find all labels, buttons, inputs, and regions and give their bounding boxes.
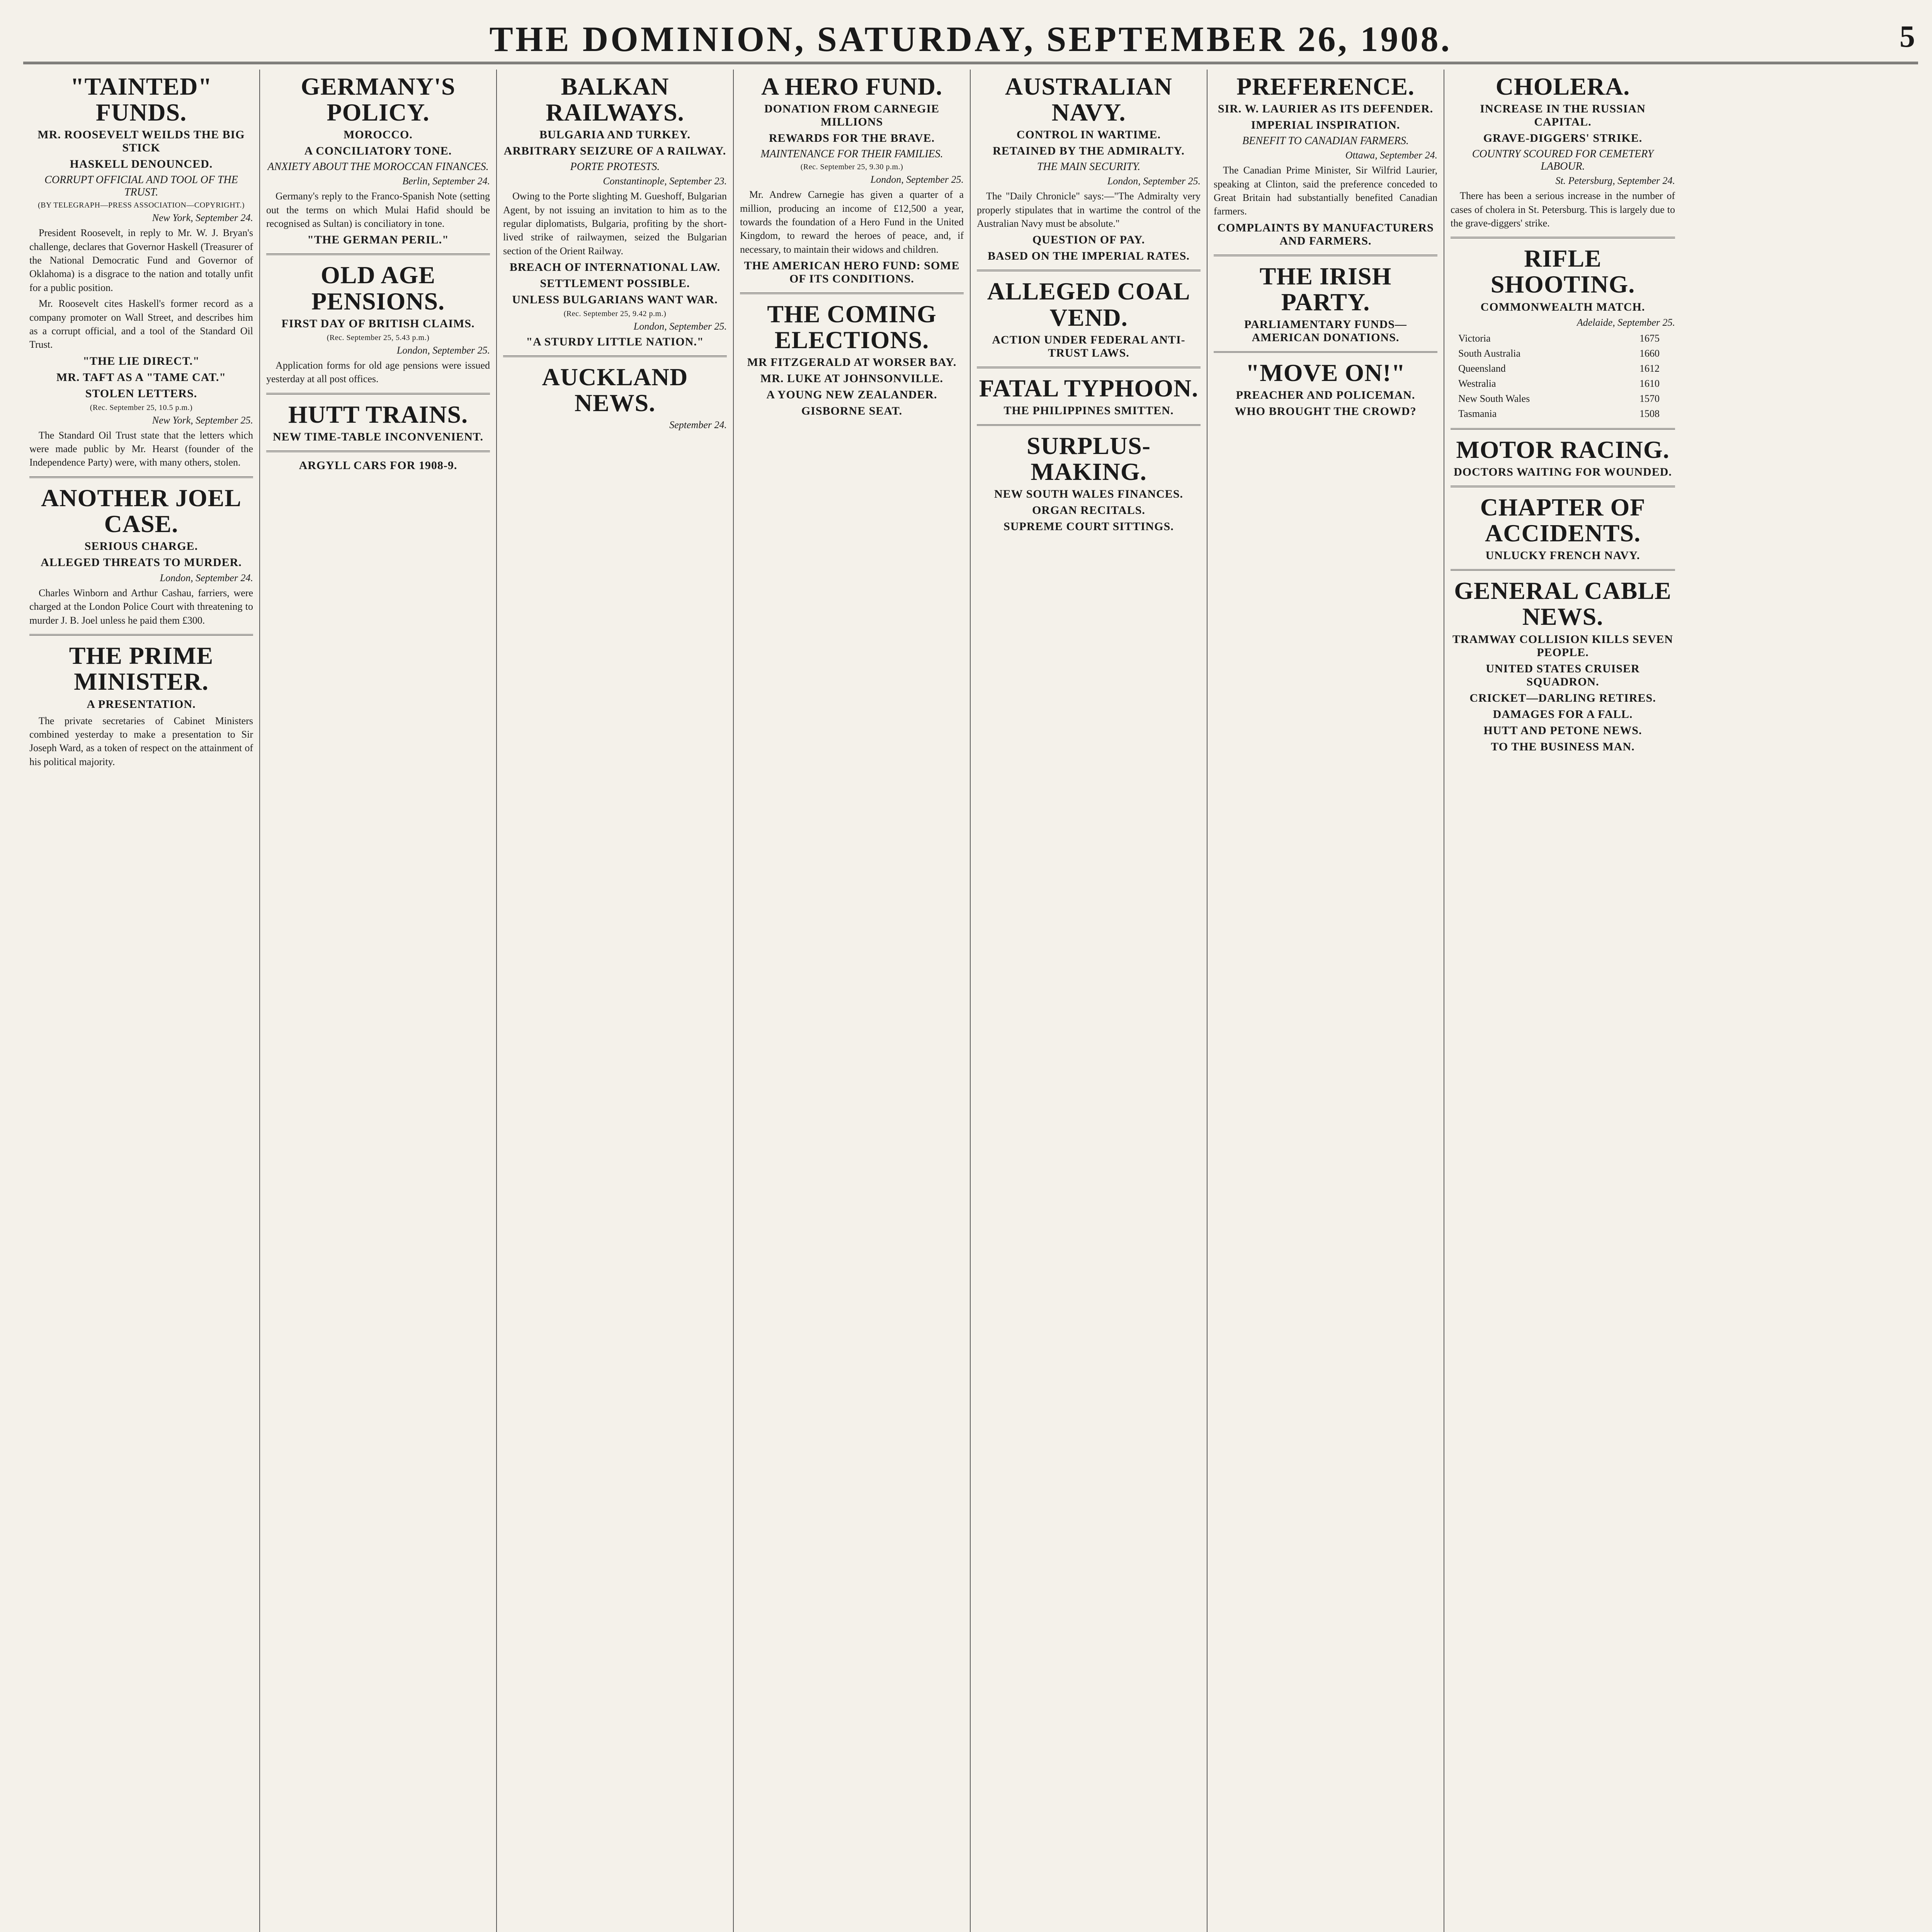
column-3 (497, 70, 734, 1932)
divider (1451, 486, 1675, 487)
subhead: DONATION FROM CARNEGIE MILLIONS (764, 102, 940, 129)
divider (977, 424, 1201, 426)
team-name: New South Wales (1458, 393, 1530, 404)
dateline: Berlin, September 24. (402, 175, 490, 187)
divider (740, 293, 964, 294)
headline-joel-case: ANOTHER JOEL CASE. (41, 484, 242, 537)
subhead: HASKELL DENOUNCED. (70, 158, 213, 171)
page-number: 5 (1900, 20, 1915, 54)
subhead: RETAINED BY THE ADMIRALTY. (993, 145, 1185, 158)
headline-fatal-typhoon: FATAL TYPHOON. (979, 374, 1199, 402)
divider (1214, 351, 1437, 353)
subhead: "THE LIE DIRECT." (83, 354, 200, 367)
score-row (1458, 406, 1675, 421)
column-4 (734, 70, 971, 1932)
subhead: SUPREME COURT SITTINGS. (1003, 520, 1174, 533)
subhead: CONTROL IN WARTIME. (1016, 128, 1161, 141)
team-score: 1508 (1639, 408, 1660, 419)
headline-irish-party: THE IRISH PARTY. (1259, 262, 1392, 316)
received-line: (Rec. September 25, 9.42 p.m.) (563, 310, 667, 318)
subhead: UNLUCKY FRENCH NAVY. (1485, 549, 1640, 562)
subhead: TRAMWAY COLLISION KILLS SEVEN PEOPLE. (1452, 633, 1673, 659)
headline-motor-racing: MOTOR RACING. (1456, 435, 1670, 463)
article-paragraph: The "Daily Chronicle" says:—"The Admiralty very properly stipulates that in wartime the control of the Australian Navy must be absolute." (977, 190, 1201, 230)
dateline: London, September 25. (870, 174, 964, 185)
headline-surplus-making: SURPLUS-MAKING. (1027, 432, 1151, 486)
headline-auckland-news: AUCKLAND NEWS. (542, 363, 688, 417)
subhead: MR. LUKE AT JOHNSONVILLE. (760, 372, 944, 385)
subhead: BULGARIA AND TURKEY. (539, 128, 690, 141)
headline-general-cable-news: GENERAL CABLE NEWS. (1454, 577, 1672, 631)
dateline: St. Petersburg, September 24. (1555, 175, 1675, 187)
article-paragraph: Charles Winborn and Arthur Cashau, farriers, were charged at the London Police Court with threatening to murder J. B. Joel unless he paid them £300. (29, 587, 253, 626)
subhead: SETTLEMENT POSSIBLE. (540, 277, 690, 290)
divider (1451, 428, 1675, 430)
subhead: BASED ON THE IMPERIAL RATES. (988, 250, 1190, 263)
article-paragraph: The Canadian Prime Minister, Sir Wilfrid Laurier, speaking at Clinton, said the preference conceded to Great Britain had substantially benefited Canadian farmers. (1214, 165, 1437, 217)
headline-prime-minister: THE PRIME MINISTER. (69, 642, 214, 696)
score-row (1458, 346, 1675, 361)
subhead: SIR. W. LAURIER AS ITS DEFENDER. (1218, 102, 1434, 116)
headline-coal-vend: ALLEGED COAL VEND. (987, 277, 1190, 331)
team-name: Tasmania (1458, 408, 1497, 419)
headline-move-on: "MOVE ON!" (1245, 359, 1406, 386)
column-6 (1208, 70, 1444, 1932)
divider (977, 270, 1201, 271)
dateline: London, September 25. (633, 321, 727, 332)
article-paragraph: Germany's reply to the Franco-Spanish Note (setting out the terms on which Mulai Hafid should be recognised as Sultan) is conciliatory in tone. (266, 190, 490, 230)
dateline: London, September 24. (160, 572, 253, 584)
subhead: HUTT AND PETONE NEWS. (1483, 724, 1642, 737)
subhead: UNITED STATES CRUISER SQUADRON. (1486, 662, 1640, 688)
headline-tainted-funds: "TAINTED" FUNDS. (70, 73, 212, 126)
headline-preference: PREFERENCE. (1236, 73, 1415, 100)
subhead: ALLEGED THREATS TO MURDER. (41, 556, 242, 569)
article-paragraph: Owing to the Porte slighting M. Gueshoff, Bulgarian Agent, by not issuing an invitation to him as to the regular diplomatists, Bulgaria, profiting by the short-lived strike of railwaymen, seized the Bulgarian section of the Orient Railway. (503, 190, 727, 257)
subhead: WHO BROUGHT THE CROWD? (1235, 405, 1417, 418)
divider (503, 355, 727, 357)
subhead: "THE GERMAN PERIL." (307, 233, 449, 247)
headline-chapter-accidents: CHAPTER OF ACCIDENTS. (1480, 493, 1646, 547)
article-paragraph: There has been a serious increase in the number of cases of cholera in St. Petersburg. This is largely due to the grave-diggers' strike. (1451, 190, 1675, 229)
dateline: Adelaide, September 25. (1577, 316, 1675, 328)
subhead: PARLIAMENTARY FUNDS—AMERICAN DONATIONS. (1244, 318, 1407, 344)
subhead: MAINTENANCE FOR THEIR FAMILIES. (760, 148, 943, 160)
subhead: NEW TIME-TABLE INCONVENIENT. (272, 430, 484, 443)
subhead: ARBITRARY SEIZURE OF A RAILWAY. (503, 145, 726, 158)
subhead: REWARDS FOR THE BRAVE. (769, 132, 935, 145)
subhead: "A STURDY LITTLE NATION." (526, 335, 704, 349)
subhead: COUNTRY SCOURED FOR CEMETERY LABOUR. (1472, 148, 1654, 173)
subhead: INCREASE IN THE RUSSIAN CAPITAL. (1480, 102, 1646, 129)
headline-balkan-railways: BALKAN RAILWAYS. (546, 73, 684, 126)
subhead: THE AMERICAN HERO FUND: SOME OF ITS CONDITIONS. (744, 259, 960, 285)
subhead: COMMONWEALTH MATCH. (1480, 300, 1645, 313)
team-name: Westralia (1458, 378, 1496, 389)
subhead: GRAVE-DIGGERS' STRIKE. (1483, 132, 1643, 145)
divider (1451, 569, 1675, 571)
article-paragraph: Application forms for old age pensions were issued yesterday at all post offices. (266, 359, 490, 385)
subhead: PREACHER AND POLICEMAN. (1236, 389, 1415, 402)
dateline: Constantinople, September 23. (603, 175, 727, 187)
headline-hutt-trains: HUTT TRAINS. (288, 400, 468, 428)
subhead: CORRUPT OFFICIAL AND TOOL OF THE TRUST. (44, 174, 238, 199)
divider (29, 634, 253, 636)
team-score: 1660 (1639, 347, 1660, 359)
team-name: South Australia (1458, 347, 1521, 359)
subhead: QUESTION OF PAY. (1032, 233, 1145, 247)
subhead: COMPLAINTS BY MANUFACTURERS AND FARMERS. (1217, 221, 1434, 247)
team-score: 1675 (1639, 332, 1660, 344)
subhead: BREACH OF INTERNATIONAL LAW. (509, 261, 721, 274)
subhead: ANXIETY ABOUT THE MOROCCAN FINANCES. (267, 161, 489, 173)
column-7 (1444, 70, 1681, 1932)
subhead: DAMAGES FOR A FALL. (1493, 707, 1633, 721)
headline-cholera: CHOLERA. (1495, 73, 1630, 100)
column-5 (971, 70, 1208, 1932)
newspaper-page (23, 15, 1918, 1932)
team-name: Queensland (1458, 362, 1506, 374)
subhead: ARGYLL CARS FOR 1908-9. (299, 459, 457, 472)
subhead: IMPERIAL INSPIRATION. (1251, 119, 1400, 132)
divider (29, 476, 253, 478)
dateline: London, September 25. (396, 344, 490, 356)
divider (266, 393, 490, 395)
subhead: THE MAIN SECURITY. (1037, 161, 1141, 173)
subhead: MOROCCO. (344, 128, 413, 141)
team-name: Victoria (1458, 332, 1491, 344)
subhead: MR FITZGERALD AT WORSER BAY. (747, 356, 957, 369)
dateline: September 24. (669, 419, 727, 430)
score-row (1458, 361, 1675, 376)
byline: (BY TELEGRAPH—PRESS ASSOCIATION—COPYRIGHT.) (37, 201, 245, 210)
column-2 (260, 70, 497, 1932)
headline-australian-navy: AUSTRALIAN NAVY. (1005, 73, 1173, 126)
subhead: NEW SOUTH WALES FINANCES. (994, 488, 1184, 501)
article-paragraph: The private secretaries of Cabinet Ministers combined yesterday to make a presentation to Sir Joseph Ward, as a token of respect on the attainment of his political majority. (29, 715, 253, 767)
received-line: (Rec. September 25, 9.30 p.m.) (800, 163, 903, 172)
masthead-title: THE DOMINION, SATURDAY, SEPTEMBER 26, 1908. (489, 19, 1452, 59)
subhead: STOLEN LETTERS. (85, 387, 197, 400)
headline-old-age-pensions: OLD AGE PENSIONS. (311, 261, 445, 315)
subhead: MR. ROOSEVELT WEILDS THE BIG STICK (37, 128, 245, 155)
subhead: MR. TAFT AS A "TAME CAT." (56, 371, 226, 384)
subhead: UNLESS BULGARIANS WANT WAR. (512, 293, 718, 306)
article-paragraph: Mr. Roosevelt cites Haskell's former record as a company promoter on Wall Street, and describes him as a corrupt official, and a tool of the Standard Oil Trust. (29, 298, 253, 350)
headline-hero-fund: A HERO FUND. (761, 73, 942, 100)
score-table (1458, 331, 1675, 421)
subhead: ORGAN RECITALS. (1032, 504, 1145, 517)
column-1 (23, 70, 260, 1932)
subhead: THE PHILIPPINES SMITTEN. (1003, 404, 1174, 417)
divider (1451, 237, 1675, 238)
article-paragraph: The Standard Oil Trust state that the letters which were made public by Mr. Hearst (founder of the Independence Party) were, with many others, stolen. (29, 429, 253, 468)
columns (23, 70, 1918, 1932)
subhead: CRICKET—DARLING RETIRES. (1469, 691, 1656, 704)
received-line: (Rec. September 25, 5.43 p.m.) (327, 333, 430, 342)
divider (266, 451, 490, 452)
dateline: New York, September 24. (152, 212, 253, 224)
headline-rifle-shooting: RIFLE SHOOTING. (1490, 245, 1635, 298)
score-row (1458, 376, 1675, 391)
dateline: Ottawa, September 24. (1345, 150, 1437, 161)
divider (266, 253, 490, 255)
subhead: SERIOUS CHARGE. (84, 540, 198, 553)
subhead: A PRESENTATION. (87, 697, 196, 711)
received-line: (Rec. September 25, 10.5 p.m.) (90, 403, 193, 412)
team-score: 1610 (1639, 378, 1660, 389)
dateline: London, September 25. (1107, 175, 1201, 187)
subhead: FIRST DAY OF BRITISH CLAIMS. (281, 317, 475, 330)
headline-germany-policy: GERMANY'S POLICY. (301, 73, 456, 126)
article-paragraph: Mr. Andrew Carnegie has given a quarter of a million, producing an income of £12,500 a year, towards the foundation of a Hero Fund in the United Kingdom, to reward the heroes of peace, and, if necessary, to maintain their widows and children. (740, 189, 964, 255)
headline-coming-elections: THE COMING ELECTIONS. (767, 300, 937, 354)
subhead: BENEFIT TO CANADIAN FARMERS. (1242, 135, 1409, 147)
team-score: 1612 (1639, 362, 1660, 374)
team-score: 1570 (1639, 393, 1660, 404)
article-paragraph: President Roosevelt, in reply to Mr. W. J. Bryan's challenge, declares that Governor Haskell (Treasurer of the National Democratic Fund and Governor of Oklahoma) is a disgrace to the nation and totally unfit for a public position. (29, 227, 253, 293)
subhead: TO THE BUSINESS MAN. (1491, 740, 1635, 753)
divider (977, 367, 1201, 368)
subhead: GISBORNE SEAT. (801, 405, 903, 418)
score-row (1458, 331, 1675, 346)
masthead (23, 15, 1918, 64)
subhead: A CONCILIATORY TONE. (304, 145, 452, 158)
score-row (1458, 391, 1675, 406)
divider (1214, 255, 1437, 256)
dateline: New York, September 25. (152, 414, 253, 426)
subhead: DOCTORS WAITING FOR WOUNDED. (1454, 465, 1672, 478)
subhead: A YOUNG NEW ZEALANDER. (766, 388, 937, 401)
subhead: ACTION UNDER FEDERAL ANTI-TRUST LAWS. (992, 333, 1185, 359)
subhead: PORTE PROTESTS. (570, 161, 660, 173)
